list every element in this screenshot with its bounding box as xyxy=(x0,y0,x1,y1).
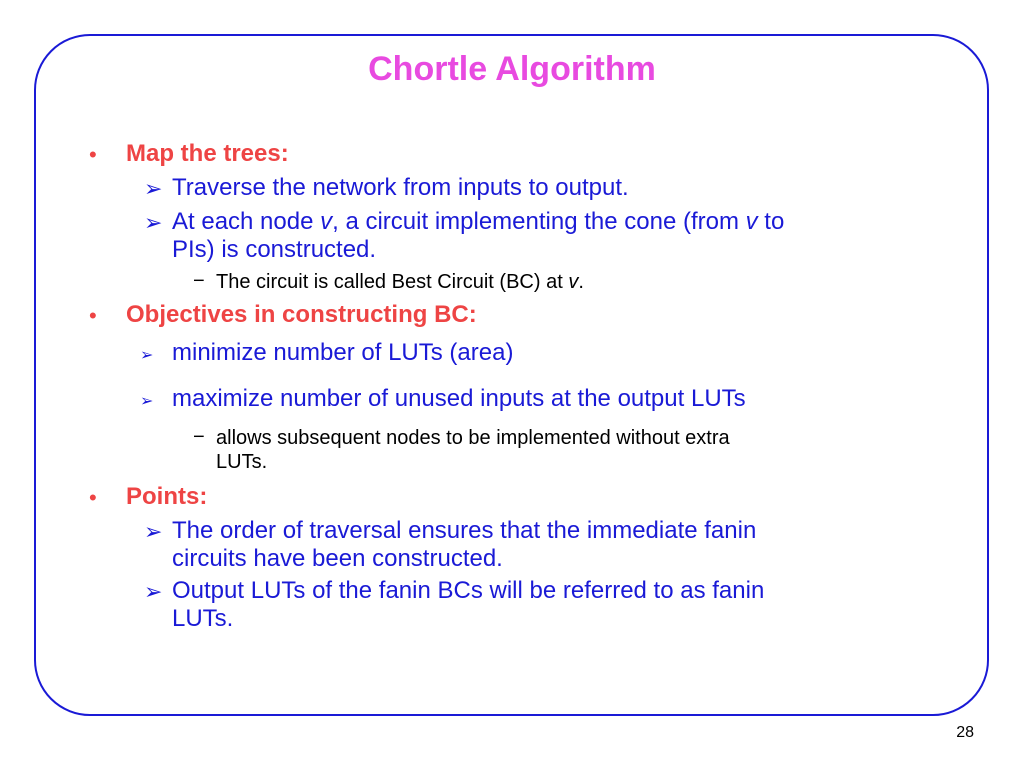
list-item: minimize number of LUTs (area) xyxy=(172,339,514,366)
list-item xyxy=(172,208,784,236)
arrow-bullet-icon: ➢ xyxy=(140,347,154,364)
slide-title: Chortle Algorithm xyxy=(368,50,656,88)
dash-bullet-icon: − xyxy=(193,270,205,292)
list-item-continuation: circuits have been constructed. xyxy=(172,545,503,572)
bullet-icon: • xyxy=(89,142,97,167)
text-run: . xyxy=(578,271,584,293)
variable-v: v xyxy=(568,271,579,293)
sub-list-item xyxy=(216,270,584,294)
list-item-continuation: PIs) is constructed. xyxy=(172,236,377,263)
text-run: At each node xyxy=(172,208,321,235)
section-heading-points: Points: xyxy=(126,483,208,510)
list-item: Traverse the network from inputs to output. xyxy=(172,174,629,201)
list-item: The order of traversal ensures that the immediate fanin xyxy=(172,517,757,544)
arrow-bullet-icon: ➢ xyxy=(144,210,163,235)
bullet-icon: • xyxy=(89,303,97,328)
sub-list-item: allows subsequent nodes to be implemented without extra xyxy=(216,427,730,449)
text-run: to xyxy=(757,208,785,235)
section-heading-objectives: Objectives in constructing BC: xyxy=(126,301,477,328)
list-item-continuation: LUTs. xyxy=(172,605,234,632)
text-run: The circuit is called Best Circuit (BC) at xyxy=(216,271,569,293)
text-run: , a circuit implementing the cone (from xyxy=(332,208,746,235)
arrow-bullet-icon: ➢ xyxy=(140,393,154,410)
dash-bullet-icon: − xyxy=(193,426,205,448)
page-number: 28 xyxy=(956,724,974,741)
variable-v: v xyxy=(745,208,758,235)
list-item: maximize number of unused inputs at the output LUTs xyxy=(172,385,746,412)
variable-v: v xyxy=(320,208,333,235)
arrow-bullet-icon: ➢ xyxy=(144,579,163,604)
sub-list-item-continuation: LUTs. xyxy=(216,451,268,473)
section-heading-map-trees: Map the trees: xyxy=(126,140,289,167)
arrow-bullet-icon: ➢ xyxy=(144,176,163,201)
arrow-bullet-icon: ➢ xyxy=(144,519,163,544)
bullet-icon: • xyxy=(89,485,97,510)
list-item: Output LUTs of the fanin BCs will be referred to as fanin xyxy=(172,577,765,604)
